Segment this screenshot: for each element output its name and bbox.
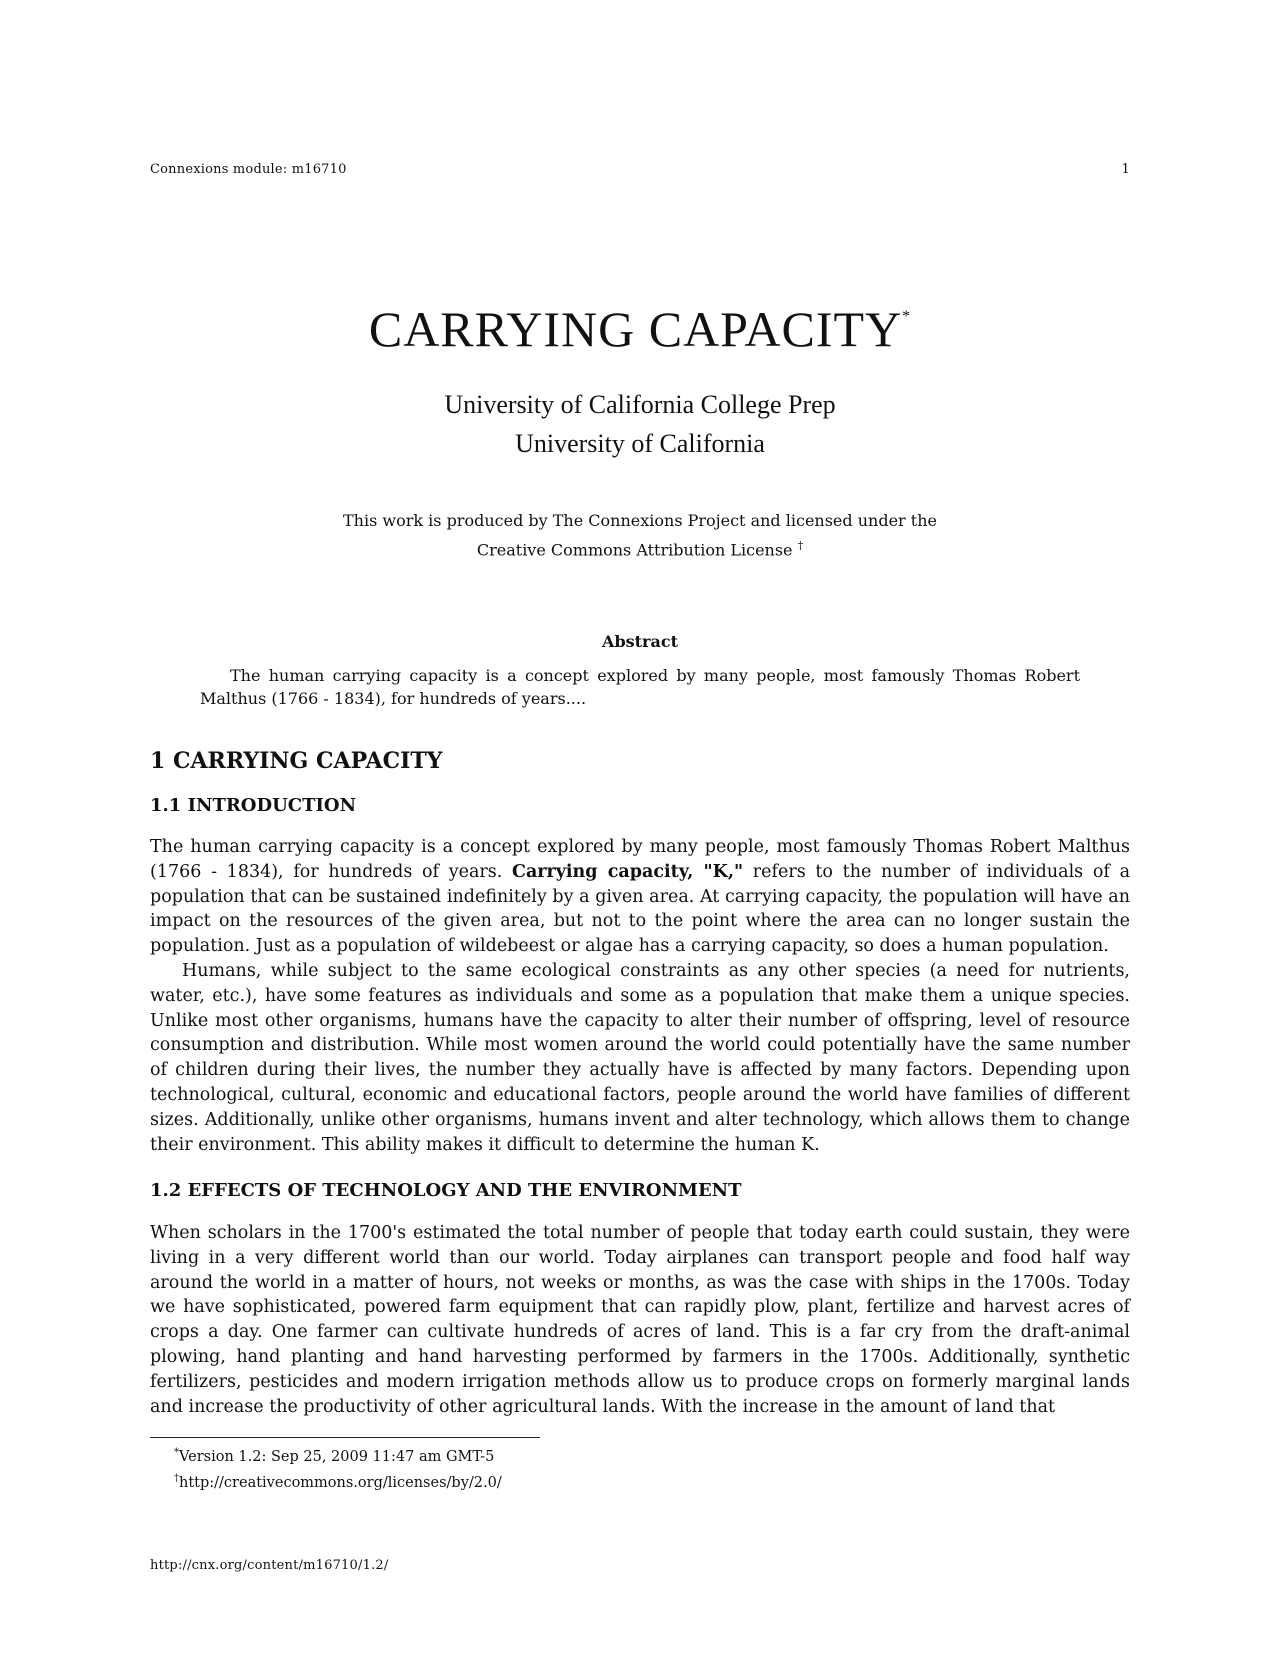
paragraph-text: The human carrying capacity is a concept explored by many people, most famously Thomas Robert Malthus (1766 - 1834), for hundreds of years. <box>150 837 1130 882</box>
footnote-divider <box>150 1437 540 1438</box>
section-heading: 1 CARRYING CAPACITY <box>150 748 443 774</box>
document-title <box>0 300 1280 358</box>
license-name: Creative Commons Attribution License <box>476 540 793 560</box>
author-line-2: University of California <box>515 429 765 458</box>
license-statement <box>0 508 1280 562</box>
footnotes <box>174 1442 502 1494</box>
license-footnote-marker: † <box>797 539 804 552</box>
subsection-heading-introduction: 1.1 INTRODUCTION <box>150 795 357 816</box>
abstract-heading: Abstract <box>602 632 678 651</box>
footnote-text: http://creativecommons.org/licenses/by/2.0/ <box>179 1474 502 1491</box>
running-header-module: Connexions module: m16710 <box>150 162 347 177</box>
technology-body <box>150 1221 1130 1419</box>
page-number: 1 <box>1121 162 1130 177</box>
footnote-version <box>174 1442 502 1468</box>
title-text: CARRYING CAPACITY <box>368 301 903 357</box>
title-footnote-marker: * <box>902 308 912 325</box>
footnote-marker: * <box>174 1447 179 1458</box>
introduction-paragraph-1 <box>150 835 1130 959</box>
subsection-heading-technology: 1.2 EFFECTS OF TECHNOLOGY AND THE ENVIRONMENT <box>150 1180 742 1201</box>
author-line-1: University of California College Prep <box>444 390 836 419</box>
footnote-text: Version 1.2: Sep 25, 2009 11:47 am GMT-5 <box>179 1448 495 1465</box>
introduction-paragraph-2: Humans, while subject to the same ecological constraints as any other species (a need for nutrients, water, etc.), have some features as individuals and some as a population that make them a unique species. Unlike most other organisms, humans have the capacity to alter their number of offspring, level of resource consumption and distribution. While most women around the world could potentially have the same number of children during their lives, the number they actually have is affected by many factors. Depending upon technological, cultural, economic and educational factors, people around the world have families of different sizes. Additionally, unlike other organisms, humans invent and alter technology, which allows them to change their environment. This ability makes it difficult to determine the human K. <box>150 960 1130 1155</box>
technology-paragraph-1: When scholars in the 1700's estimated the total number of people that today earth could sustain, they were living in a very different world than our world. Today airplanes can transport people and food half way around the world in a matter of hours, not weeks or months, as was the case with ships in the 1700s. Today we have sophisticated, powered farm equipment that can rapidly plow, plant, fertilize and harvest acres of crops a day. One farmer can cultivate hundreds of acres of land. This is a far cry from the draft-animal plowing, hand planting and hand harvesting performed by farmers in the 1700s. Additionally, synthetic fertilizers, pesticides and modern irrigation methods allow us to produce crops on formerly marginal lands and increase the productivity of other agricultural lands. With the increase in the amount of land that <box>150 1223 1130 1417</box>
bold-term-carrying-capacity: Carrying capacity, "K," <box>512 861 744 882</box>
abstract-text: The human carrying capacity is a concept explored by many people, most famously Thomas Robert Malthus (1766 - 1834), for hundreds of years.... <box>200 666 1080 708</box>
paragraph-text: refers to the number of individuals of a population that can be sustained indefinitely by a given area. At carrying capacity, the population will have an impact on the resources of the given area, but not to the point where the area can no longer sustain the population. Just as a population of wildebeest or algae has a carrying capacity, so does a human population. <box>150 861 1130 957</box>
footnote-license-url <box>174 1468 502 1494</box>
license-line-1: This work is produced by The Connexions Project and licensed under the <box>343 511 937 530</box>
footer-url: http://cnx.org/content/m16710/1.2/ <box>150 1558 389 1573</box>
license-line-2 <box>0 533 1280 562</box>
introduction-body <box>150 835 1130 1157</box>
footnote-marker: † <box>174 1472 179 1484</box>
